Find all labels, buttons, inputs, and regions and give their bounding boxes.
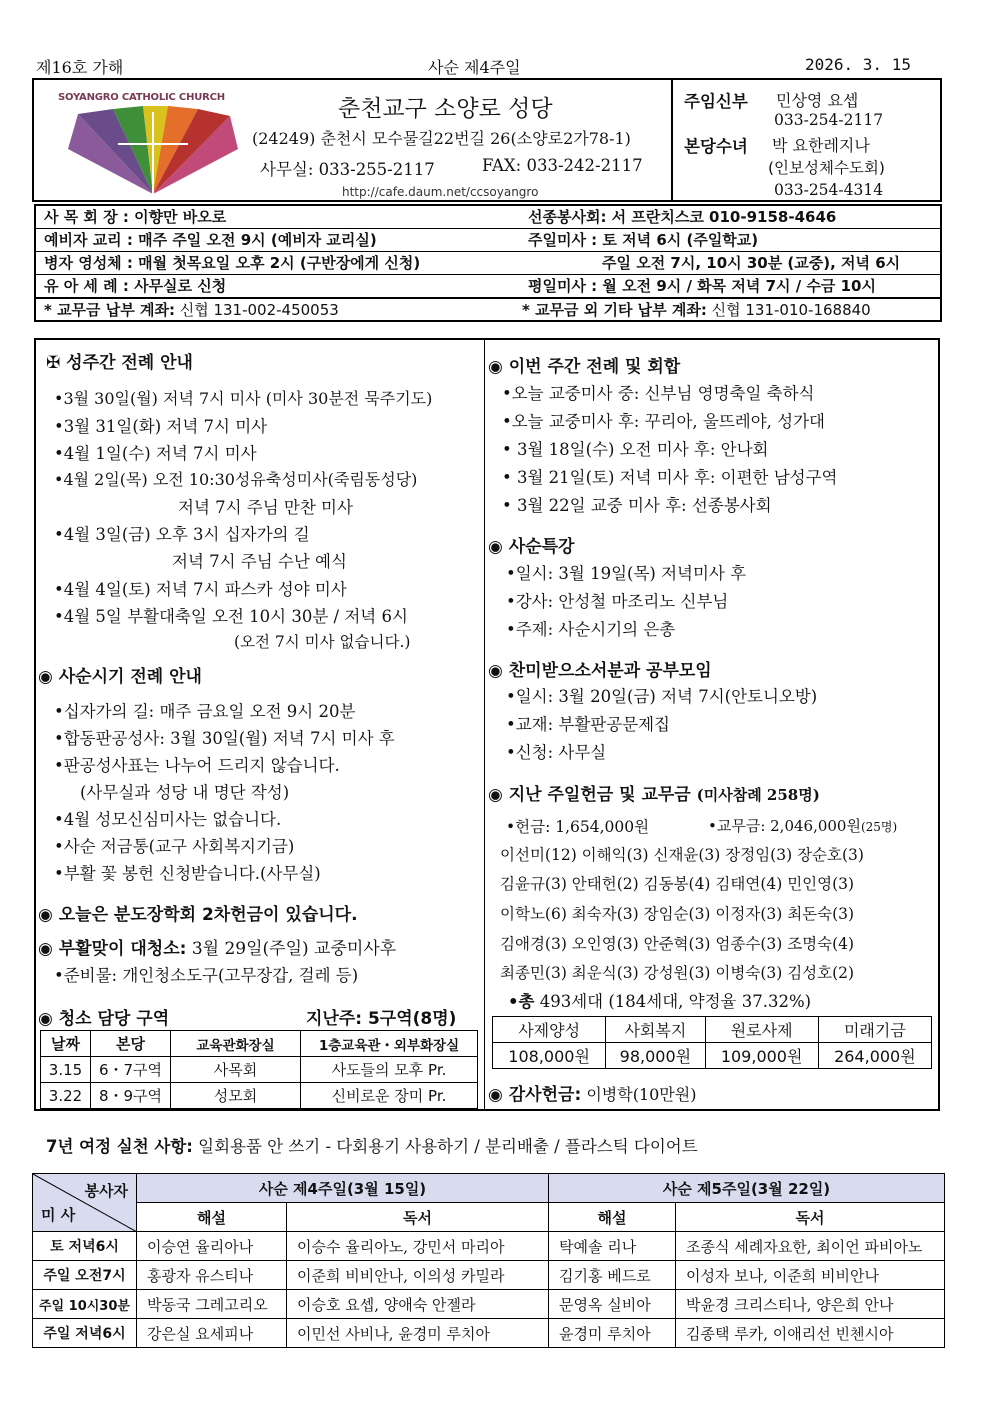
duty-restroom: 성모회 (171, 1083, 301, 1109)
header-box (32, 78, 942, 202)
week5-readers: 박윤경 크리스티나, 양은희 안나 (676, 1290, 945, 1319)
holy-week-item: •4월 2일(목) 오전 10:30성유축성미사(죽림동성당) (54, 470, 418, 489)
council-president: 사 목 회 장 : 이향만 바오로 (44, 208, 227, 226)
second-collection-notice: ◉ 오늘은 분도장학회 2차헌금이 있습니다. (38, 905, 358, 925)
sister-label: 본당수녀 (684, 137, 748, 156)
holy-week-item: 저녁 7시 주님 만찬 미사 (178, 498, 353, 517)
church-name: 춘천교구 소양로 성당 (338, 96, 553, 122)
duty-church: 6・7구역 (91, 1057, 171, 1083)
week4-header: 사순 제4주일(3월 15일) (137, 1174, 549, 1203)
catechumen-class: 예비자 교리 : 매주 주일 오전 9시 (예비자 교리실) (44, 231, 377, 249)
week-event-item: • 3월 18일(수) 오전 미사 후: 안나회 (502, 440, 769, 459)
issue-date: 2026. 3. 15 (805, 55, 911, 74)
schedule-role-row (33, 1203, 945, 1232)
office-fax: FAX: 033-242-2117 (482, 156, 643, 175)
schedule-row (33, 1232, 945, 1261)
corner-mass-label: 미 사 (41, 1206, 76, 1224)
holy-week-item: •4월 3일(금) 오후 3시 십자가의 길 (54, 525, 310, 544)
duty-row (41, 1083, 478, 1109)
dues-names: 김윤규(3) 안태헌(2) 김동봉(4) 김태연(4) 민인영(3) (500, 875, 855, 893)
practice-text: 일회용품 안 쓰기 - 다회용기 사용하기 / 분리배출 / 플라스틱 다이어트 (192, 1137, 698, 1156)
donation-value-row (493, 1043, 932, 1069)
week4-commentary-header: 해설 (137, 1203, 287, 1232)
week5-header: 사순 제5주일(3월 22일) (549, 1174, 945, 1203)
week5-readers: 김종택 루카, 이애리선 빈첸시아 (676, 1319, 945, 1348)
main-content-box (34, 338, 940, 1111)
donation-seminary: 108,000원 (493, 1043, 606, 1069)
schedule-corner (33, 1174, 137, 1232)
week5-commentator: 윤경미 루치아 (549, 1319, 676, 1348)
donation-col-retired: 원로사제 (705, 1017, 818, 1043)
info-row-1 (36, 206, 940, 229)
week-event-item: • 3월 22일 교중 미사 후: 선종봉사회 (502, 496, 772, 515)
week4-readers: 이민선 사비나, 윤경미 루치아 (287, 1319, 549, 1348)
corner-minister-label: 봉사자 (84, 1182, 128, 1200)
church-logo (58, 92, 248, 204)
holy-week-item: •4월 5일 부활대축일 오전 10시 30분 / 저녁 6시 (54, 607, 408, 626)
practice-line (46, 1133, 698, 1157)
sunday-mass-sat: 주일미사 : 토 저녁 6시 (주일학교) (528, 231, 759, 249)
sister-order: (인보성체수도회) (768, 159, 885, 177)
pastor-label: 주임신부 (684, 92, 748, 111)
holy-week-item: 저녁 7시 주님 수난 예식 (172, 552, 347, 571)
cleaning-when: 3월 29일(주일) 교중미사후 (186, 939, 397, 959)
special-donations-table (492, 1016, 932, 1069)
dues-names: 최종민(3) 최운식(3) 강성원(3) 이병숙(3) 김성호(2) (500, 964, 855, 982)
lent-item: •십자가의 길: 매주 금요일 오전 9시 20분 (54, 702, 356, 721)
lent-item: •판공성사표는 나누어 드리지 않습니다. (54, 756, 340, 775)
info-row-4 (36, 275, 940, 298)
dues-names: 김애경(3) 오인영(3) 안준혁(3) 엄종수(3) 조명숙(4) (500, 935, 855, 953)
duty-title: ◉ 청소 담당 구역 (38, 1009, 170, 1029)
week4-readers: 이준희 비비안나, 이의성 카밀라 (287, 1261, 549, 1290)
column-divider (484, 340, 485, 1109)
info-row-3 (36, 252, 940, 275)
dues-total: 493세대 (184세대, 약정율 37.32%) (534, 992, 812, 1011)
top-line (30, 55, 945, 77)
lent-item: •부활 꽃 봉헌 신청받습니다.(사무실) (54, 864, 321, 883)
week4-commentator: 홍광자 유스티나 (137, 1261, 287, 1290)
duty-col-restroom: 교육관화장실 (171, 1031, 301, 1057)
holy-week-item: •4월 1일(수) 저녁 7시 미사 (54, 444, 257, 463)
office-phone: 사무실: 033-255-2117 (260, 160, 435, 179)
dues-count: (25명) (860, 820, 898, 834)
logo-mark-icon (58, 104, 248, 204)
dues-names: 이학노(6) 최숙자(3) 장임순(3) 이정자(3) 최돈숙(3) (500, 905, 855, 923)
study-item: •신청: 사무실 (506, 743, 607, 762)
offering-attendance: (미사참례 258명) (696, 786, 820, 804)
holy-week-item: •3월 31일(화) 저녁 7시 미사 (54, 417, 268, 436)
dues-account: 신협 131-002-450053 (174, 301, 339, 319)
mass-time: 주일 저녁6시 (33, 1319, 137, 1348)
study-item: •교재: 부활판공문제집 (506, 715, 670, 734)
week5-commentator: 문영옥 실비아 (549, 1290, 676, 1319)
duty-hall: 사도들의 모후 Pr. (301, 1057, 478, 1083)
donation-retired: 109,000원 (705, 1043, 818, 1069)
week4-commentator: 박동국 그레고리오 (137, 1290, 287, 1319)
lent-item: (사무실과 성당 내 명단 작성) (80, 783, 290, 802)
church-address: (24249) 춘천시 모수물길22번길 26(소양로2가78-1) (252, 129, 631, 148)
duty-date: 3.22 (41, 1083, 91, 1109)
donation-welfare: 98,000원 (606, 1043, 705, 1069)
duty-col-hall: 1층교육관・외부화장실 (301, 1031, 478, 1057)
offering-amount: •헌금: 1,654,000원 (506, 818, 650, 836)
parish-info-box (34, 204, 942, 322)
week4-commentator: 이승연 율리아나 (137, 1232, 287, 1261)
holy-week-title: ✠ 성주간 전례 안내 (46, 353, 193, 373)
week5-readers: 이성자 보나, 이준희 비비안나 (676, 1261, 945, 1290)
offering-title: ◉ 지난 주일헌금 및 교무금 (488, 785, 691, 805)
funeral-service: 선종봉사회: 서 프란치스코 010-9158-4646 (528, 208, 837, 226)
week-event-item: •오늘 교중미사 중: 신부님 영명축일 축하식 (502, 384, 815, 403)
practice-label: 7년 여정 실천 사항: (46, 1137, 193, 1156)
duty-row (41, 1057, 478, 1083)
week-event-item: •오늘 교중미사 후: 꾸리아, 울뜨레야, 성가대 (502, 412, 825, 431)
lecture-item: •주제: 사순시기의 은총 (506, 620, 676, 639)
donation-col-seminary: 사제양성 (493, 1017, 606, 1043)
thanks-offering-label: ◉ 감사헌금: (488, 1085, 582, 1105)
logo-text: SOYANGRO CATHOLIC CHURCH (58, 92, 225, 103)
duty-header-row (41, 1031, 478, 1057)
holy-week-item: (오전 7시 미사 없습니다.) (234, 633, 411, 651)
week5-commentator: 김기홍 베드로 (549, 1261, 676, 1290)
duty-hall: 신비로운 장미 Pr. (301, 1083, 478, 1109)
schedule-row (33, 1290, 945, 1319)
schedule-row (33, 1319, 945, 1348)
duty-last-week: 지난주: 5구역(8명) (306, 1009, 457, 1029)
issue-number: 제16호 가해 (36, 58, 124, 77)
header-divider (671, 80, 673, 200)
donation-future: 264,000원 (818, 1043, 931, 1069)
week4-commentator: 강은실 요세피나 (137, 1319, 287, 1348)
sister-phone: 033-254-4314 (774, 181, 884, 199)
other-account: 신협 131-010-168840 (706, 301, 871, 319)
info-row-2 (36, 229, 940, 252)
study-item: •일시: 3월 20일(금) 저녁 7시(안토니오방) (506, 687, 818, 706)
duty-col-church: 본당 (91, 1031, 171, 1057)
donation-col-future: 미래기금 (818, 1017, 931, 1043)
holy-week-item: •4월 4일(토) 저녁 7시 파스카 성야 미사 (54, 580, 347, 599)
week-event-item: • 3월 21일(토) 저녁 미사 후: 이편한 남성구역 (502, 468, 838, 487)
week-events-title: ◉ 이번 주간 전례 및 회합 (488, 357, 681, 377)
sick-communion: 병자 영성체 : 매월 첫목요일 오후 2시 (구반장에게 신청) (44, 254, 421, 272)
dues-account-label: * 교무금 납부 계좌: (44, 301, 175, 319)
info-row-5 (36, 298, 940, 321)
dues-names: 이선미(12) 이해익(3) 신재윤(3) 장정임(3) 장순호(3) (500, 846, 864, 864)
cafe-link[interactable]: http://cafe.daum.net/ccsoyangro (342, 185, 539, 199)
weekday-mass: 평일미사 : 월 오전 9시 / 화목 저녁 7시 / 수금 10시 (528, 277, 876, 295)
other-account-label: * 교무금 외 기타 납부 계좌: (522, 301, 707, 319)
week4-readers: 이승수 율리아노, 강민서 마리아 (287, 1232, 549, 1261)
holy-week-item: •3월 30일(월) 저녁 7시 미사 (미사 30분전 묵주기도) (54, 389, 433, 408)
week4-reading-header: 독서 (287, 1203, 549, 1232)
lecture-item: •강사: 안성철 마조리노 신부님 (506, 592, 729, 611)
study-title: ◉ 찬미받으소서분과 공부모임 (488, 661, 712, 681)
duty-church: 8・9구역 (91, 1083, 171, 1109)
thanks-offering: 이병학(10만원) (581, 1085, 697, 1104)
week5-readers: 조종식 세례자요한, 최이언 파비아노 (676, 1232, 945, 1261)
duty-table (40, 1030, 478, 1109)
liturgical-week: 사순 제4주일 (428, 58, 521, 77)
infant-baptism: 유 아 세 례 : 사무실로 신청 (44, 277, 227, 295)
donation-header-row (493, 1017, 932, 1043)
dues-amount: •교무금: 2,046,000원 (708, 817, 861, 835)
mass-time: 주일 10시30분 (33, 1290, 137, 1319)
schedule-week-row (33, 1174, 945, 1203)
schedule-row (33, 1261, 945, 1290)
duty-date: 3.15 (41, 1057, 91, 1083)
cleaning-title: ◉ 부활맞이 대청소: (38, 939, 187, 959)
week5-commentator: 탁예솔 리나 (549, 1232, 676, 1261)
duty-restroom: 사목회 (171, 1057, 301, 1083)
donation-col-welfare: 사회복지 (606, 1017, 705, 1043)
lent-item: •사순 저금통(교구 사회복지기금) (54, 837, 295, 856)
week5-commentary-header: 해설 (549, 1203, 676, 1232)
lent-item: •4월 성모신심미사는 없습니다. (54, 810, 282, 829)
week4-readers: 이승호 요셉, 양애숙 안젤라 (287, 1290, 549, 1319)
pastor-phone: 033-254-2117 (774, 111, 884, 129)
ministry-schedule-table (32, 1173, 945, 1348)
week5-reading-header: 독서 (676, 1203, 945, 1232)
mass-time: 토 저녁6시 (33, 1232, 137, 1261)
cleaning-prep: •준비물: 개인청소도구(고무장갑, 걸레 등) (54, 966, 359, 985)
dues-total-label: •총 (508, 992, 535, 1011)
lent-item: •합동판공성사: 3월 30일(월) 저녁 7시 미사 후 (54, 729, 395, 748)
sister-name: 박 요한레지나 (772, 136, 870, 155)
lecture-title: ◉ 사순특강 (488, 537, 575, 557)
lecture-item: •일시: 3월 19일(목) 저녁미사 후 (506, 564, 747, 583)
lent-title: ◉ 사순시기 전례 안내 (38, 667, 202, 687)
sunday-mass-times: 주일 오전 7시, 10시 30분 (교중), 저녁 6시 (602, 254, 901, 272)
duty-col-date: 날짜 (41, 1031, 91, 1057)
mass-time: 주일 오전7시 (33, 1261, 137, 1290)
pastor-name: 민상영 요셉 (776, 91, 859, 110)
